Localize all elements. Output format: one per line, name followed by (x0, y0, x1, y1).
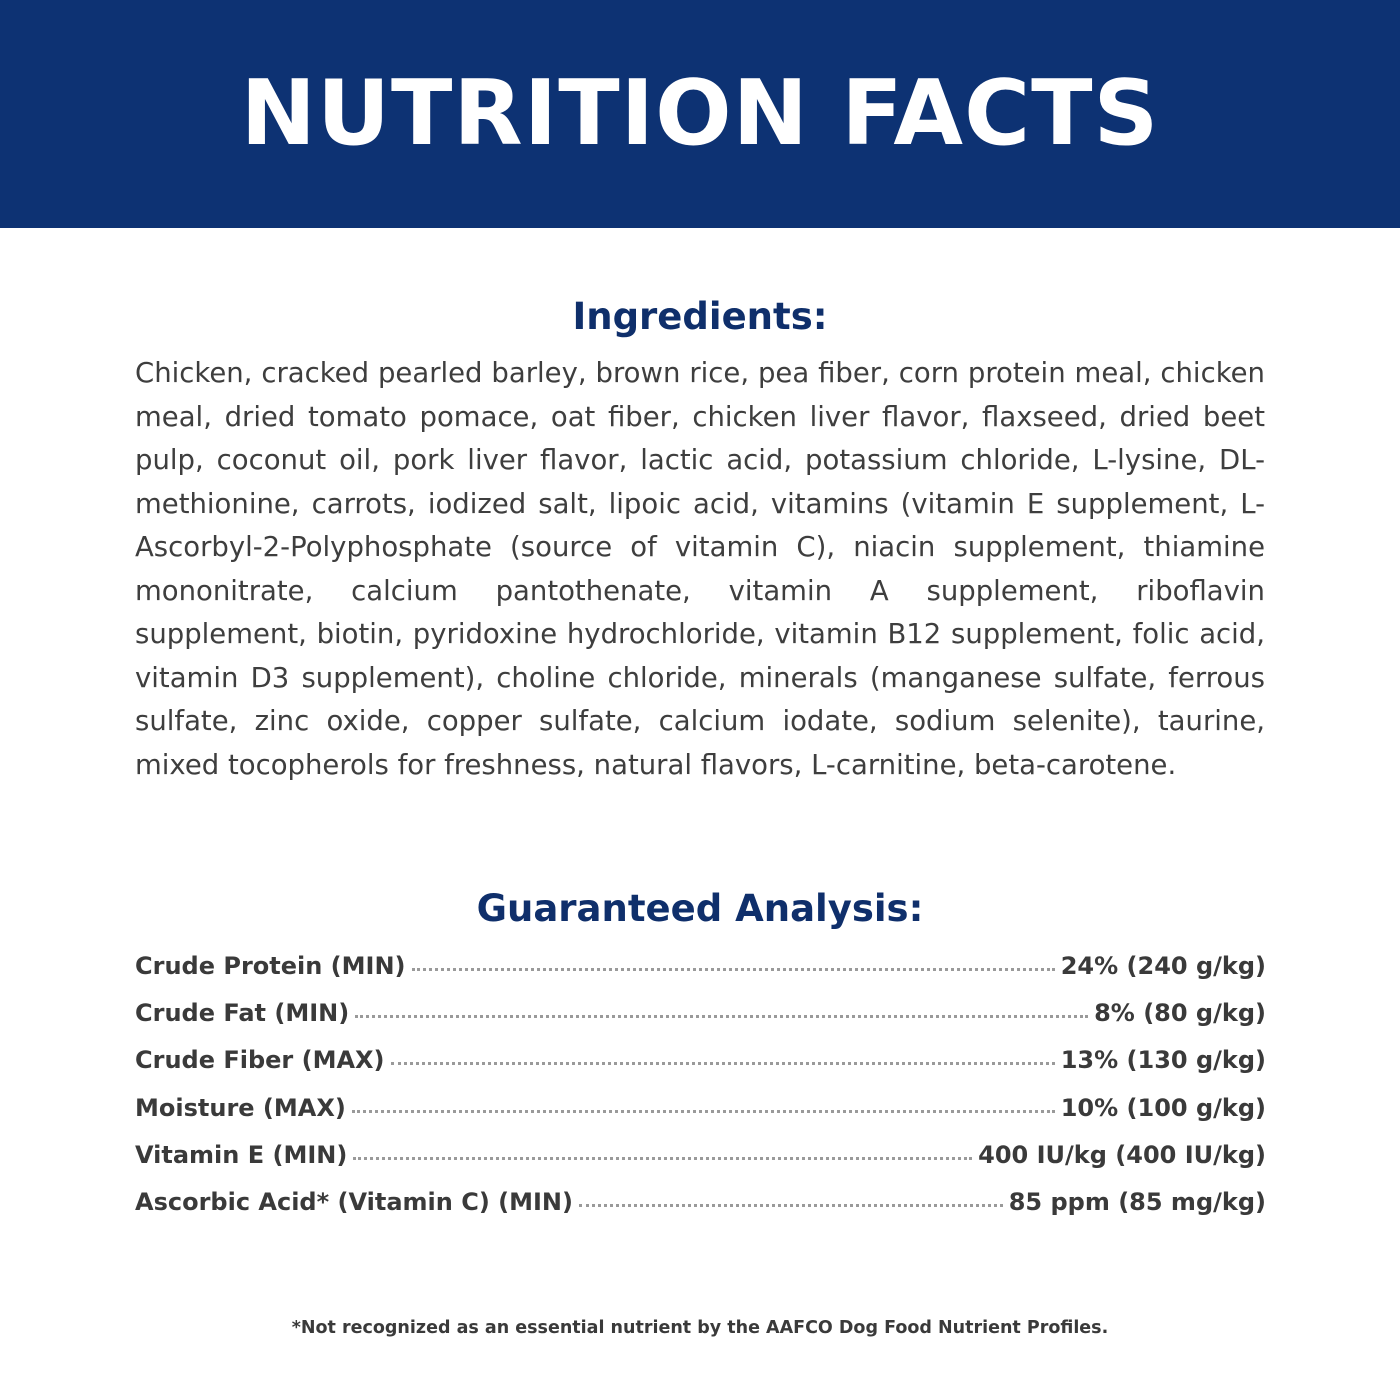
analysis-row (135, 999, 1266, 1046)
dot-leader (355, 1015, 1088, 1018)
page-title: NUTRITION FACTS (240, 61, 1160, 166)
dot-leader (352, 1110, 1055, 1113)
dot-leader (353, 1157, 972, 1160)
analysis-value: 24% (240 g/kg) (1060, 952, 1266, 980)
guaranteed-analysis-table (135, 952, 1266, 1235)
analysis-label: Crude Fiber (MAX) (135, 1046, 385, 1075)
analysis-row (135, 952, 1266, 999)
analysis-row (135, 1046, 1266, 1093)
analysis-label: Crude Protein (MIN) (135, 952, 406, 980)
analysis-row (135, 1141, 1266, 1188)
dot-leader (579, 1204, 1003, 1207)
analysis-value: 10% (100 g/kg) (1060, 1093, 1266, 1122)
analysis-label: Moisture (MAX) (135, 1093, 346, 1122)
dot-leader (391, 1062, 1055, 1065)
analysis-label: Ascorbic Acid* (Vitamin C) (MIN) (135, 1187, 573, 1216)
guaranteed-analysis-heading: Guaranteed Analysis: (476, 887, 924, 930)
analysis-row (135, 1188, 1266, 1235)
analysis-value: 400 IU/kg (400 IU/kg) (978, 1140, 1266, 1169)
ingredients-list: Chicken, cracked pearled barley, brown rice, pea fiber, corn protein meal, chicken meal, dried tomato pomace, oat fiber, chicken liver flavor, flaxseed, dried beet pulp, coconut oil, pork liver flavor, lactic acid, potassium chloride, L-lysine, DL-methionine, carrots, iodized salt, lipoic acid, vitamins (vitamin E supplement, L-Ascorbyl-2-Polyphosphate (source of vitamin C), niacin supplement, thiamine mononitrate, calcium pantothenate, vitamin A supplement, riboflavin supplement, biotin, pyridoxine hydrochloride, vitamin B12 supplement, folic acid, vitamin D3 supplement), choline chloride, minerals (manganese sulfate, ferrous sulfate, zinc oxide, copper sulfate, calcium iodate, sodium selenite), taurine, mixed tocopherols for freshness, natural flavors, L-carnitine, beta-carotene. (135, 357, 1265, 781)
analysis-value: 85 ppm (85 mg/kg) (1008, 1187, 1266, 1216)
analysis-value: 8% (80 g/kg) (1094, 999, 1266, 1028)
analysis-row (135, 1094, 1266, 1141)
header-banner (0, 0, 1400, 228)
analysis-value: 13% (130 g/kg) (1060, 1046, 1266, 1075)
analysis-label: Vitamin E (MIN) (135, 1140, 348, 1169)
footnote: *Not recognized as an essential nutrient by the AAFCO Dog Food Nutrient Profiles. (291, 1318, 1109, 1338)
ingredients-heading: Ingredients: (572, 295, 828, 338)
dot-leader (412, 968, 1055, 971)
analysis-label: Crude Fat (MIN) (135, 999, 350, 1028)
